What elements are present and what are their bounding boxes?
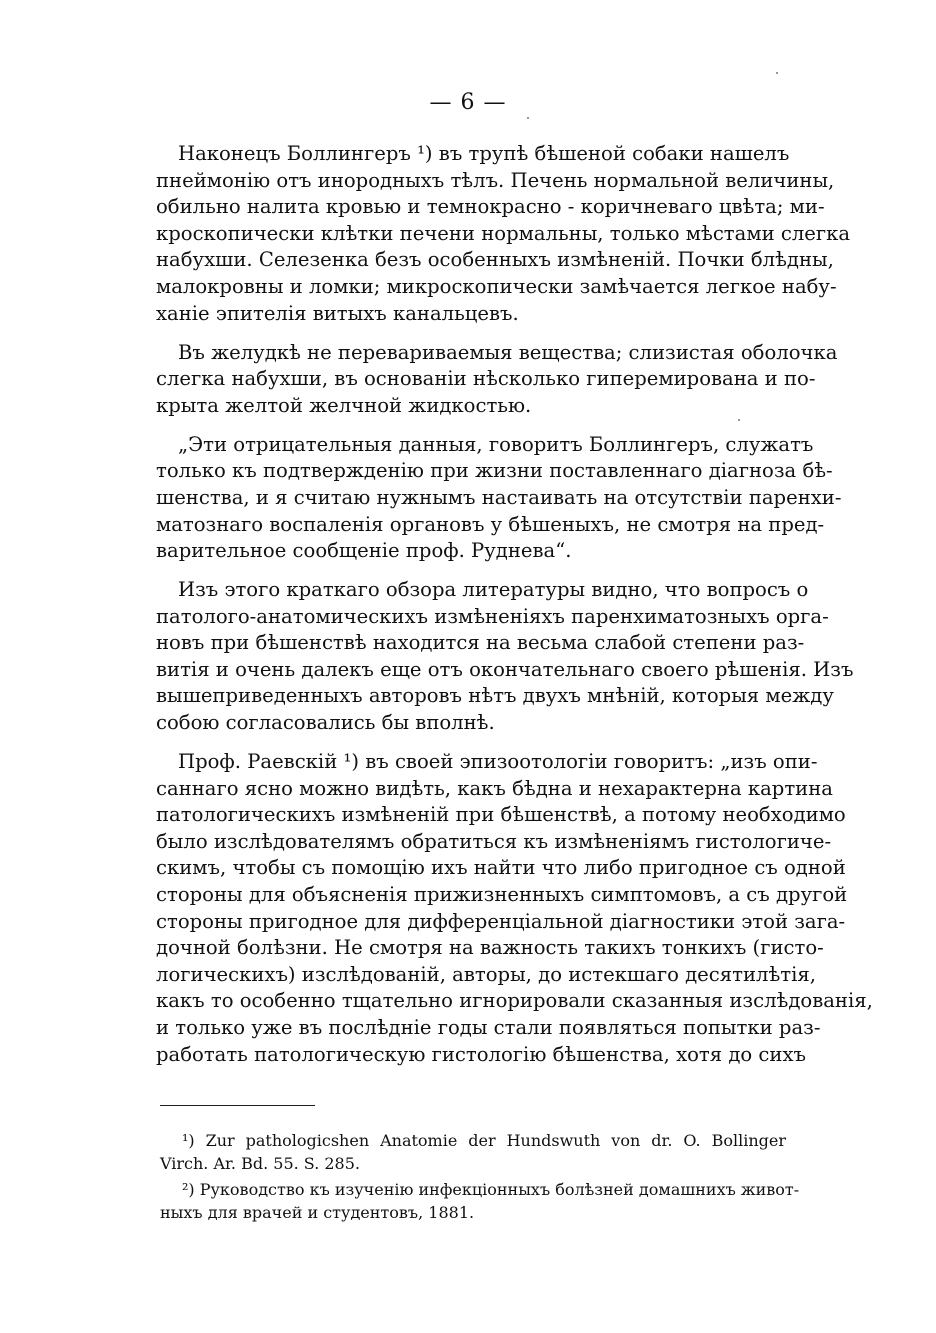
text-line: стороны для объясненія прижизненныхъ симптомовъ, а съ другой xyxy=(156,883,848,906)
text-line: пнеймонію отъ инородныхъ тѣлъ. Печень нормальной величины, xyxy=(156,168,835,192)
text-line: малокровны и ломки; микроскопически замѣчается легкое набу- xyxy=(156,274,837,298)
text-line: вышеприведенныхъ авторовъ нѣтъ двухъ мнѣній, которыя между xyxy=(156,684,834,708)
text-line: Наконецъ Боллингеръ ¹) въ трупѣ бѣшеной собаки нашелъ xyxy=(178,142,790,165)
text-line: патолого-анатомическихъ измѣненіяхъ паренхиматозныхъ орга- xyxy=(156,604,829,628)
scan-speck xyxy=(738,419,740,421)
text-line: матознаго воспаленія органовъ у бѣшеныхъ, не смотря на пред- xyxy=(156,512,825,536)
text-line: ханіе эпителія витыхъ канальцевъ. xyxy=(156,301,519,325)
paragraph-4 xyxy=(156,577,854,737)
footnote-line: ¹) Zur pathologicshen Anatomie der Hundswuth von dr. O. Bollinger xyxy=(182,1131,786,1150)
paragraph-1 xyxy=(156,141,851,327)
text-line: обильно налита кровью и темнокрасно - коричневаго цвѣта; ми- xyxy=(156,195,825,219)
text-line: дочной болѣзни. Не смотря на важность такихъ тонкихъ (гисто- xyxy=(156,936,824,960)
text-line: кроскопически клѣтки печени нормальны, только мѣстами слегка xyxy=(156,221,851,245)
text-line: Проф. Раевскій ¹) въ своей эпизоотологіи говоритъ: „изъ опи- xyxy=(178,750,818,774)
footnote-1 xyxy=(160,1130,786,1175)
text-line: витія и очень далекъ еще отъ окончательнаго своего рѣшенія. Изъ xyxy=(156,657,854,681)
text-line: какъ то особенно тщательно игнорировали сказанныя изслѣдованія, xyxy=(156,989,873,1013)
text-line: патологическихъ измѣненій при бѣшенствѣ, а потому необходимо xyxy=(156,803,846,827)
text-line: крыта желтой желчной жидкостью. xyxy=(156,393,532,417)
text-line: скимъ, чтобы съ помощію ихъ найти что либо пригодное съ одной xyxy=(156,856,846,880)
text-line: саннаго ясно можно видѣть, какъ бѣдна и нехарактерна картина xyxy=(156,776,833,800)
footnote-line: ²) Руководство къ изученію инфекціонныхъ болѣзней домашнихъ живот- xyxy=(182,1180,800,1199)
footnote-divider xyxy=(160,1105,315,1106)
footnote-line: ныхъ для врачей и студентовъ, 1881. xyxy=(160,1202,475,1222)
footnote-line: Virch. Ar. Bd. 55. S. 285. xyxy=(160,1153,360,1173)
text-line: и только уже въ послѣдніе годы стали появляться попытки раз- xyxy=(156,1015,821,1039)
body-text xyxy=(156,141,873,1081)
text-line: логическихъ) изслѣдованій, авторы, до истекшаго десятилѣтія, xyxy=(156,962,816,986)
text-line: новъ при бѣшенствѣ находится на весьма слабой степени раз- xyxy=(156,631,805,655)
footnotes xyxy=(160,1130,800,1228)
text-line: только къ подтвержденію при жизни поставленнаго діагноза бѣ- xyxy=(156,459,833,483)
text-line: шенства, и я считаю нужнымъ настаивать на отсутствіи паренхи- xyxy=(156,485,842,509)
paragraph-5 xyxy=(156,749,873,1068)
text-line: набухши. Селезенка безъ особенныхъ измѣненій. Почки блѣдны, xyxy=(156,248,834,272)
text-line: работать патологическую гистологію бѣшенства, хотя до сихъ xyxy=(156,1042,806,1066)
scan-speck xyxy=(776,72,778,74)
text-line: стороны пригодное для дифференціальной діагностики этой зага- xyxy=(156,909,846,933)
text-line: слегка набухши, въ основаніи нѣсколько гиперемирована и по- xyxy=(156,367,816,391)
text-line: Въ желудкѣ не перевариваемыя вещества; слизистая оболочка xyxy=(178,340,838,364)
paragraph-2 xyxy=(156,340,838,420)
scan-speck xyxy=(527,117,529,119)
footnote-2 xyxy=(160,1179,800,1224)
text-line: собою согласовались бы вполнѣ. xyxy=(156,711,495,735)
text-line: Изъ этого краткаго обзора литературы видно, что вопросъ о xyxy=(178,578,809,602)
paragraph-3 xyxy=(156,432,842,565)
text-line: было изслѣдователямъ обратиться къ измѣненіямъ гистологиче- xyxy=(156,829,832,853)
text-line: варительное сообщеніе проф. Руднева“. xyxy=(156,539,572,563)
text-line: „Эти отрицательныя данныя, говоритъ Боллингеръ, служатъ xyxy=(178,432,814,456)
page-number: — 6 — xyxy=(429,90,507,115)
